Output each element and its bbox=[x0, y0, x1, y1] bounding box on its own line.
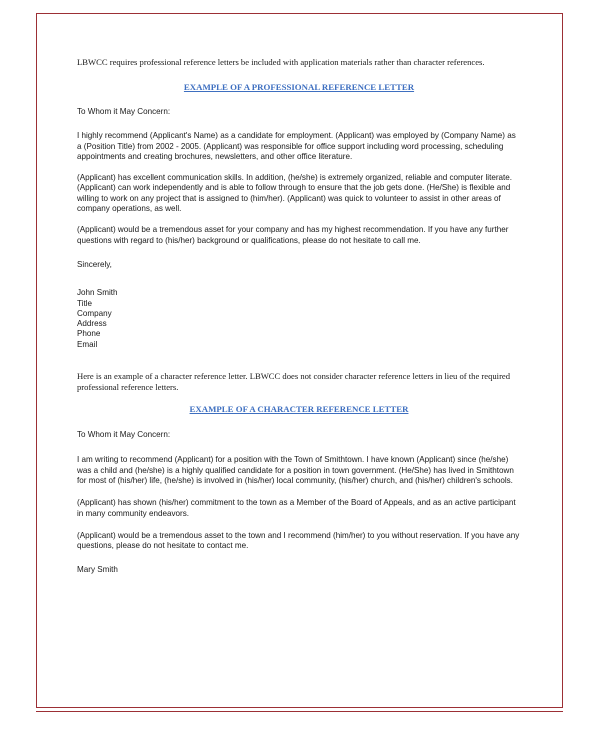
professional-letter-heading: EXAMPLE OF A PROFESSIONAL REFERENCE LETTER bbox=[183, 82, 415, 92]
character-signature: Mary Smith bbox=[77, 565, 118, 575]
character-salutation: To Whom it May Concern: bbox=[77, 430, 171, 440]
character-paragraph-1: I am writing to recommend (Applicant) for a position with the Town of Smithtown. I have known (Applicant) since (he/she) was a child and (he/she) is a highly qualified candidate for a position in town government. (He/She) has lived in Smithtown for most of (his/her) life, (he/she) is involved in (his/her) local community, (his/her) church, and (his/her) children's schools. bbox=[77, 455, 514, 485]
professional-salutation: To Whom it May Concern: bbox=[77, 107, 171, 116]
professional-paragraph-3: (Applicant) would be a tremendous asset for your company and has my highest recommendation. If you have any further questions with regard to (his/her) background or qualifications, please do not hesitate to call me. bbox=[77, 225, 509, 245]
document-body bbox=[77, 57, 521, 576]
signature-name: John Smith bbox=[77, 288, 118, 298]
character-note-text: Here is an example of a character reference letter. LBWCC does not consider character reference letters in lieu of the required professional reference letters. bbox=[77, 371, 511, 393]
signature-email: Email bbox=[77, 339, 98, 349]
character-paragraph-2: (Applicant) has shown (his/her) commitment to the town as a Member of the Board of Appeals, and as an active participant in many community endeavors. bbox=[77, 498, 516, 518]
signature-title: Title bbox=[77, 298, 92, 308]
signature-address: Address bbox=[77, 319, 107, 329]
character-letter-heading: EXAMPLE OF A CHARACTER REFERENCE LETTER bbox=[189, 404, 409, 415]
professional-paragraph-1: I highly recommend (Applicant's Name) as a candidate for employment. (Applicant) was employed by (Company Name) as a (Position Title) from 2002 - 2005. (Applicant) was responsible for office support including word processing, scheduling appointments and creating brochures, newsletters, and other office literature. bbox=[77, 131, 516, 161]
page-bottom-rule bbox=[36, 711, 563, 712]
professional-closing: Sincerely, bbox=[77, 259, 112, 269]
professional-signature-block bbox=[77, 288, 521, 350]
character-paragraph-3: (Applicant) would be a tremendous asset to the town and I recommend (him/her) to you without reservation. If you have any questions, please do not hesitate to contact me. bbox=[77, 530, 520, 551]
professional-paragraph-2: (Applicant) has excellent communication skills. In addition, (he/she) is extremely organized, reliable and computer literate. (Applicant) can work independently and is able to follow through to ensure that the job gets done. (He/She) is flexible and willing to work on any project that is assigned to (him/her). (Applicant) was quick to volunteer to assist in other areas of company operations, as well. bbox=[77, 173, 513, 214]
intro-text: LBWCC requires professional reference letters be included with application materials rather than character references. bbox=[77, 57, 485, 67]
signature-company: Company bbox=[77, 308, 112, 318]
signature-phone: Phone bbox=[77, 329, 101, 339]
